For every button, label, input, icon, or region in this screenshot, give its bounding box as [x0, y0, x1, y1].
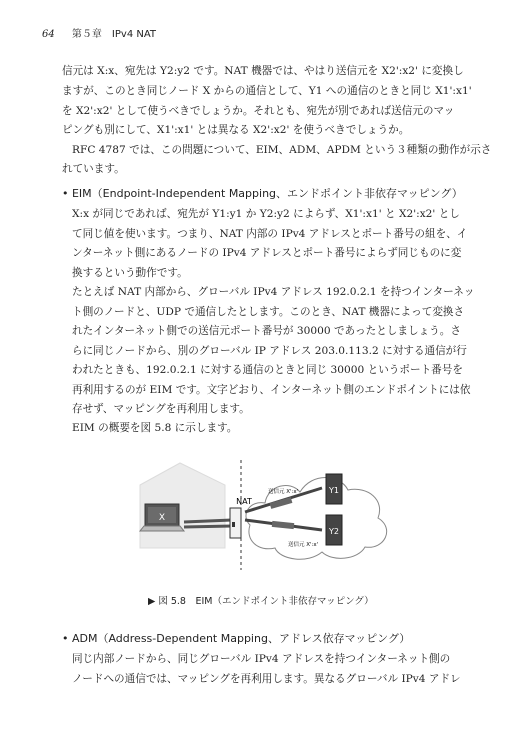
y1-label: Y1	[329, 486, 339, 495]
page-header	[42, 25, 156, 40]
intro-line: ますが、このとき同じノード X からの通信として、Y1 への通信のときと同じ X1':x1'	[62, 85, 472, 97]
y2-label: Y2	[329, 527, 339, 536]
intro-line: を X2':x2' として使うべきでしょうか。それとも、宛先が別であれば送信元のマッ	[62, 105, 455, 117]
eim-line: 換するという動作です。	[72, 267, 188, 279]
eim-line: 存せず、マッピングを再利用します。	[72, 403, 250, 415]
eim-line: EIM の概要を図 5.8 に示します。	[72, 422, 238, 434]
src-label-1: 送信元 X':x'	[268, 489, 299, 495]
nat-device-icon	[230, 508, 241, 538]
eim-diagram	[100, 460, 400, 570]
eim-line: らに同じノードから、別のグローバル IP アドレス 203.0.113.2 に対する通信が行	[72, 345, 467, 357]
intro-line: 信元は X:x、宛先は Y2:y2 です。NAT 機器では、やはり送信元を X2':x2' に変換し	[62, 65, 464, 77]
adm-heading: • ADM（Address-Dependent Mapping、アドレス依存マッピング）	[62, 632, 411, 645]
eim-line: ト側のノードと、UDP で通信したとします。このとき、NAT 機器によって変換さ	[72, 306, 465, 318]
eim-line: れたインターネット側での送信元ポート番号が 30000 であったとしましょう。さ	[72, 325, 461, 337]
adm-line: 同じ内部ノードから、同じグローバル IPv4 アドレスを持つインターネット側の	[72, 653, 451, 665]
intro-line: RFC 4787 では、この問題について、EIM、ADM、APDM という３種類の動作が示さ	[72, 144, 492, 156]
eim-line: 再利用するのが EIM です。文字どおり、インターネット側のエンドポイントには依	[72, 384, 471, 396]
figure-caption: ▶ 図 5.8 EIM（エンドポイント非依存マッピング）	[148, 596, 374, 607]
eim-line: X:x が同じであれば、宛先が Y1:y1 か Y2:y2 によらず、X1':x1' と X2':x2' とし	[72, 208, 460, 220]
eim-line: て同じ値を使います。つまり、NAT 内部の IPv4 アドレスとポート番号の組を、イ	[72, 228, 468, 240]
chapter-title: 第５章 IPv4 NAT	[71, 29, 157, 40]
eim-heading: • EIM（Endpoint-Independent Mapping、エンドポイント非依存マッピング）	[62, 187, 463, 200]
intro-line: ピングも別にして、X1':x1' とは異なる X2':x2' を使うべきでしょうか。	[62, 124, 410, 136]
eim-line: たとえば NAT 内部から、グローバル IPv4 アドレス 192.0.2.1 を持つインターネッ	[72, 286, 475, 298]
x-label: X	[158, 513, 166, 523]
eim-line: われたときも、192.0.2.1 に対する通信のときと同じ 30000 というポート番号を	[72, 364, 463, 376]
src-label-2: 送信元 X':x'	[288, 542, 319, 548]
adm-line: ノードへの通信では、マッピングを再利用します。異なるグローバル IPv4 アドレ	[72, 673, 461, 685]
page-number: 64	[42, 29, 55, 40]
nat-label: NAT	[236, 497, 252, 506]
eim-line: ンターネット側にあるノードの IPv4 アドレスとポート番号によらず同じものに変	[72, 247, 462, 259]
intro-line: れています。	[62, 163, 125, 175]
